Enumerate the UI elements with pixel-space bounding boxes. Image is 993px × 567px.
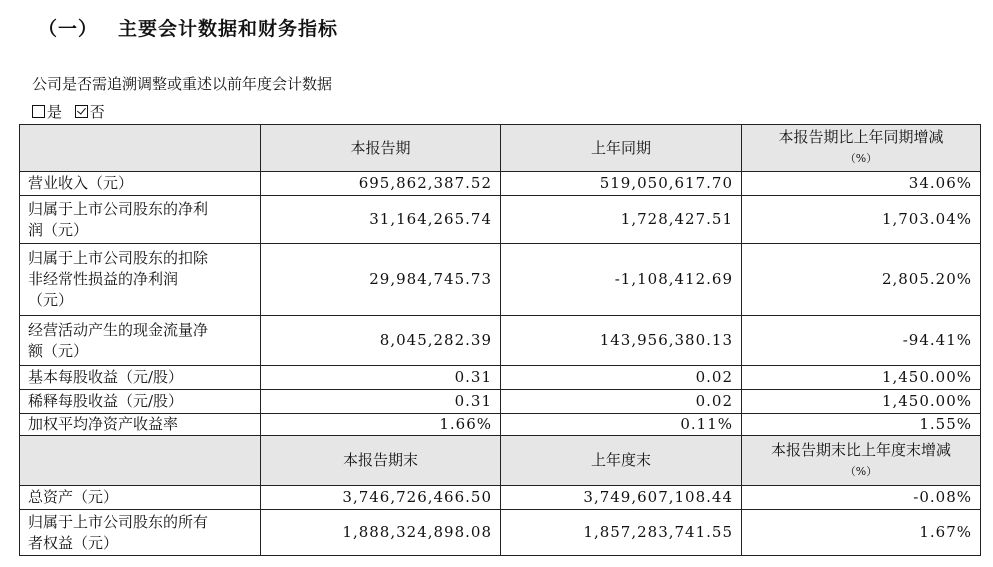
table-row <box>20 486 981 510</box>
change-value: 1,703.04% <box>742 196 981 244</box>
header-change <box>742 436 981 486</box>
row-label <box>20 316 261 366</box>
row-label: 稀释每股收益（元/股） <box>20 390 261 414</box>
section-number: （一） <box>38 18 99 40</box>
header-prior-period: 上年同期 <box>501 125 742 172</box>
current-value: 31,164,265.74 <box>261 196 501 244</box>
header-current-period: 本报告期 <box>261 125 501 172</box>
row-label-line: 者权益（元） <box>28 533 119 552</box>
row-label: 总资产（元） <box>20 486 261 510</box>
change-value: 1.67% <box>742 510 981 556</box>
row-label: 基本每股收益（元/股） <box>20 366 261 390</box>
option-no[interactable] <box>75 103 105 121</box>
section-heading <box>38 14 338 41</box>
prior-value: 1,857,283,741.55 <box>501 510 742 556</box>
row-label-line: 归属于上市公司股东的所有 <box>28 512 209 531</box>
option-yes-label: 是 <box>47 103 63 121</box>
current-value: 1.66% <box>261 414 501 436</box>
current-value: 0.31 <box>261 366 501 390</box>
header-change-line1: 本报告期比上年同期增减 <box>778 128 944 146</box>
row-label: 营业收入（元） <box>20 172 261 196</box>
change-value: 34.06% <box>742 172 981 196</box>
option-no-label: 否 <box>89 103 105 121</box>
table-row <box>20 510 981 556</box>
row-label-line: 归属于上市公司股东的净利 <box>28 199 209 218</box>
prior-value: 0.11% <box>501 414 742 436</box>
table-header-row <box>20 125 981 172</box>
current-value: 8,045,282.39 <box>261 316 501 366</box>
header-empty-cell <box>20 125 261 172</box>
checkbox-unchecked-icon <box>32 105 45 118</box>
row-label-line: 非经常性损益的净利润 <box>28 270 179 288</box>
table-row <box>20 316 981 366</box>
current-value: 29,984,745.73 <box>261 244 501 316</box>
restatement-options <box>32 101 113 122</box>
change-value: 1.55% <box>742 414 981 436</box>
change-value: -0.08% <box>742 486 981 510</box>
prior-value: -1,108,412.69 <box>501 244 742 316</box>
table-row <box>20 196 981 244</box>
prior-value: 143,956,380.13 <box>501 316 742 366</box>
checkbox-checked-icon <box>75 105 88 118</box>
row-label <box>20 244 261 316</box>
row-label-line: 额（元） <box>28 341 89 360</box>
prior-value: 1,728,427.51 <box>501 196 742 244</box>
header-change-line1: 本报告期末比上年度末增减 <box>770 440 951 459</box>
table-row <box>20 366 981 390</box>
row-label-line: 经营活动产生的现金流量净 <box>28 320 209 339</box>
change-value: 1,450.00% <box>742 390 981 414</box>
section-title: 主要会计数据和财务指标 <box>118 18 339 40</box>
change-value: 2,805.20% <box>742 244 981 316</box>
prior-value: 0.02 <box>501 366 742 390</box>
header-change-unit: （%） <box>844 152 878 165</box>
prior-value: 3,749,607,108.44 <box>501 486 742 510</box>
change-value: 1,450.00% <box>742 366 981 390</box>
current-value: 0.31 <box>261 390 501 414</box>
header-change <box>742 125 981 172</box>
table-row <box>20 244 981 316</box>
change-value: -94.41% <box>742 316 981 366</box>
table-row <box>20 414 981 436</box>
prior-value: 519,050,617.70 <box>501 172 742 196</box>
table-row <box>20 172 981 196</box>
current-value: 3,746,726,466.50 <box>261 486 501 510</box>
financial-data-table <box>19 124 981 556</box>
table-header-row <box>20 436 981 486</box>
row-label-line: 润（元） <box>28 220 89 239</box>
header-prior-year-end: 上年度末 <box>501 436 742 486</box>
table-row <box>20 390 981 414</box>
current-value: 695,862,387.52 <box>261 172 501 196</box>
header-change-unit: （%） <box>844 464 878 478</box>
prior-value: 0.02 <box>501 390 742 414</box>
current-value: 1,888,324,898.08 <box>261 510 501 556</box>
row-label <box>20 196 261 244</box>
row-label-line: 归属于上市公司股东的扣除 <box>28 249 209 267</box>
row-label <box>20 510 261 556</box>
option-yes[interactable] <box>32 103 62 121</box>
row-label: 加权平均净资产收益率 <box>20 414 261 436</box>
header-period-end: 本报告期末 <box>261 436 501 486</box>
header-empty-cell <box>20 436 261 486</box>
restatement-question: 公司是否需追溯调整或重述以前年度会计数据 <box>32 75 333 93</box>
row-label-line: （元） <box>28 291 74 309</box>
